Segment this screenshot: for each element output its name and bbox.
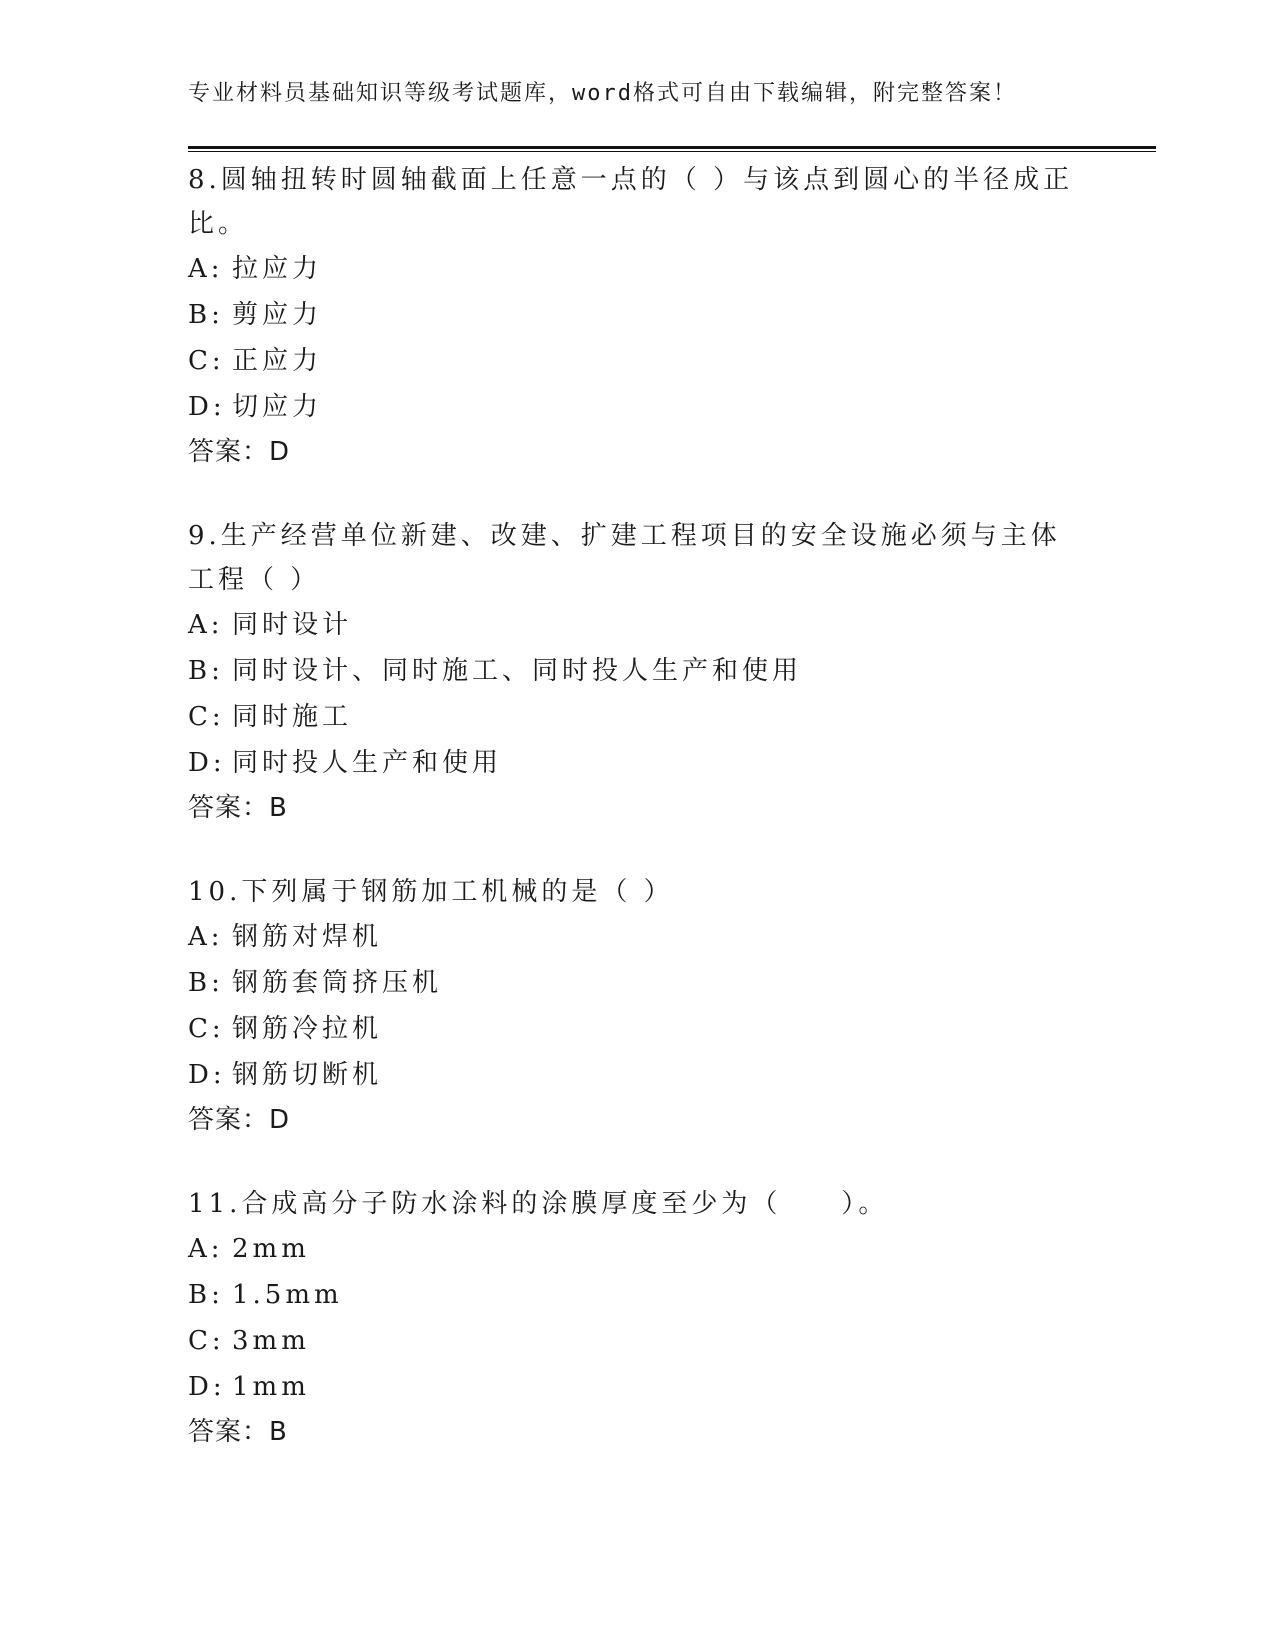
option-b	[188, 1272, 1088, 1318]
question-text: 11.合成高分子防水涂料的涂膜厚度至少为（ ）。	[188, 1189, 889, 1219]
option-key: A:	[188, 1234, 224, 1264]
question-text: 9.生产经营单位新建、改建、扩建工程项目的安全设施必须与主体工程（ ）	[188, 521, 1061, 595]
option-key: C:	[188, 1014, 225, 1044]
option-a	[188, 246, 1088, 292]
option-d	[188, 1364, 1088, 1410]
answer: 答案：D	[188, 437, 291, 467]
option-b	[188, 960, 1088, 1006]
option-d	[188, 384, 1088, 430]
option-text: 同时设计、同时施工、同时投人生产和使用	[232, 656, 803, 686]
option-a	[188, 1226, 1088, 1272]
question-8	[188, 158, 1088, 474]
page-header: 专业材料员基础知识等级考试题库，word格式可自由下载编辑，附完整答案！	[188, 81, 1017, 106]
option-text: 1.5mm	[232, 1280, 343, 1310]
option-text: 剪应力	[232, 300, 323, 330]
option-key: B:	[188, 300, 224, 330]
option-text: 钢筋切断机	[232, 1060, 383, 1090]
option-key: B:	[188, 968, 224, 998]
option-text: 钢筋套筒挤压机	[232, 968, 443, 998]
option-text: 正应力	[232, 346, 323, 376]
option-key: A:	[188, 922, 224, 952]
option-b	[188, 292, 1088, 338]
option-key: D:	[188, 748, 226, 778]
question-9	[188, 514, 1088, 830]
option-text: 3mm	[232, 1326, 310, 1356]
option-text: 同时设计	[232, 610, 353, 640]
option-c	[188, 694, 1088, 740]
question-list	[188, 158, 1088, 1494]
option-c	[188, 338, 1088, 384]
option-key: B:	[188, 656, 224, 686]
option-text: 1mm	[232, 1372, 310, 1402]
option-d	[188, 740, 1088, 786]
option-key: B:	[188, 1280, 224, 1310]
question-11	[188, 1182, 1088, 1454]
option-c	[188, 1318, 1088, 1364]
option-key: C:	[188, 346, 225, 376]
answer: 答案：B	[188, 793, 288, 823]
question-text: 10.下列属于钢筋加工机械的是（ ）	[188, 877, 674, 907]
option-b	[188, 648, 1088, 694]
option-key: A:	[188, 254, 224, 284]
option-text: 同时投人生产和使用	[232, 748, 503, 778]
option-text: 钢筋冷拉机	[232, 1014, 383, 1044]
option-key: C:	[188, 702, 225, 732]
option-key: A:	[188, 610, 224, 640]
option-text: 2mm	[232, 1234, 310, 1264]
option-key: C:	[188, 1326, 225, 1356]
option-d	[188, 1052, 1088, 1098]
option-text: 同时施工	[232, 702, 353, 732]
option-a	[188, 602, 1088, 648]
option-a	[188, 914, 1088, 960]
question-text: 8.圆轴扭转时圆轴截面上任意一点的（ ）与该点到圆心的半径成正比。	[188, 165, 1074, 239]
option-c	[188, 1006, 1088, 1052]
answer: 答案：D	[188, 1105, 291, 1135]
header-divider	[188, 146, 1156, 152]
question-10	[188, 870, 1088, 1142]
answer: 答案：B	[188, 1417, 288, 1447]
option-key: D:	[188, 1060, 226, 1090]
option-text: 拉应力	[232, 254, 323, 284]
option-text: 钢筋对焊机	[232, 922, 383, 952]
option-key: D:	[188, 392, 226, 422]
option-text: 切应力	[232, 392, 323, 422]
option-key: D:	[188, 1372, 226, 1402]
